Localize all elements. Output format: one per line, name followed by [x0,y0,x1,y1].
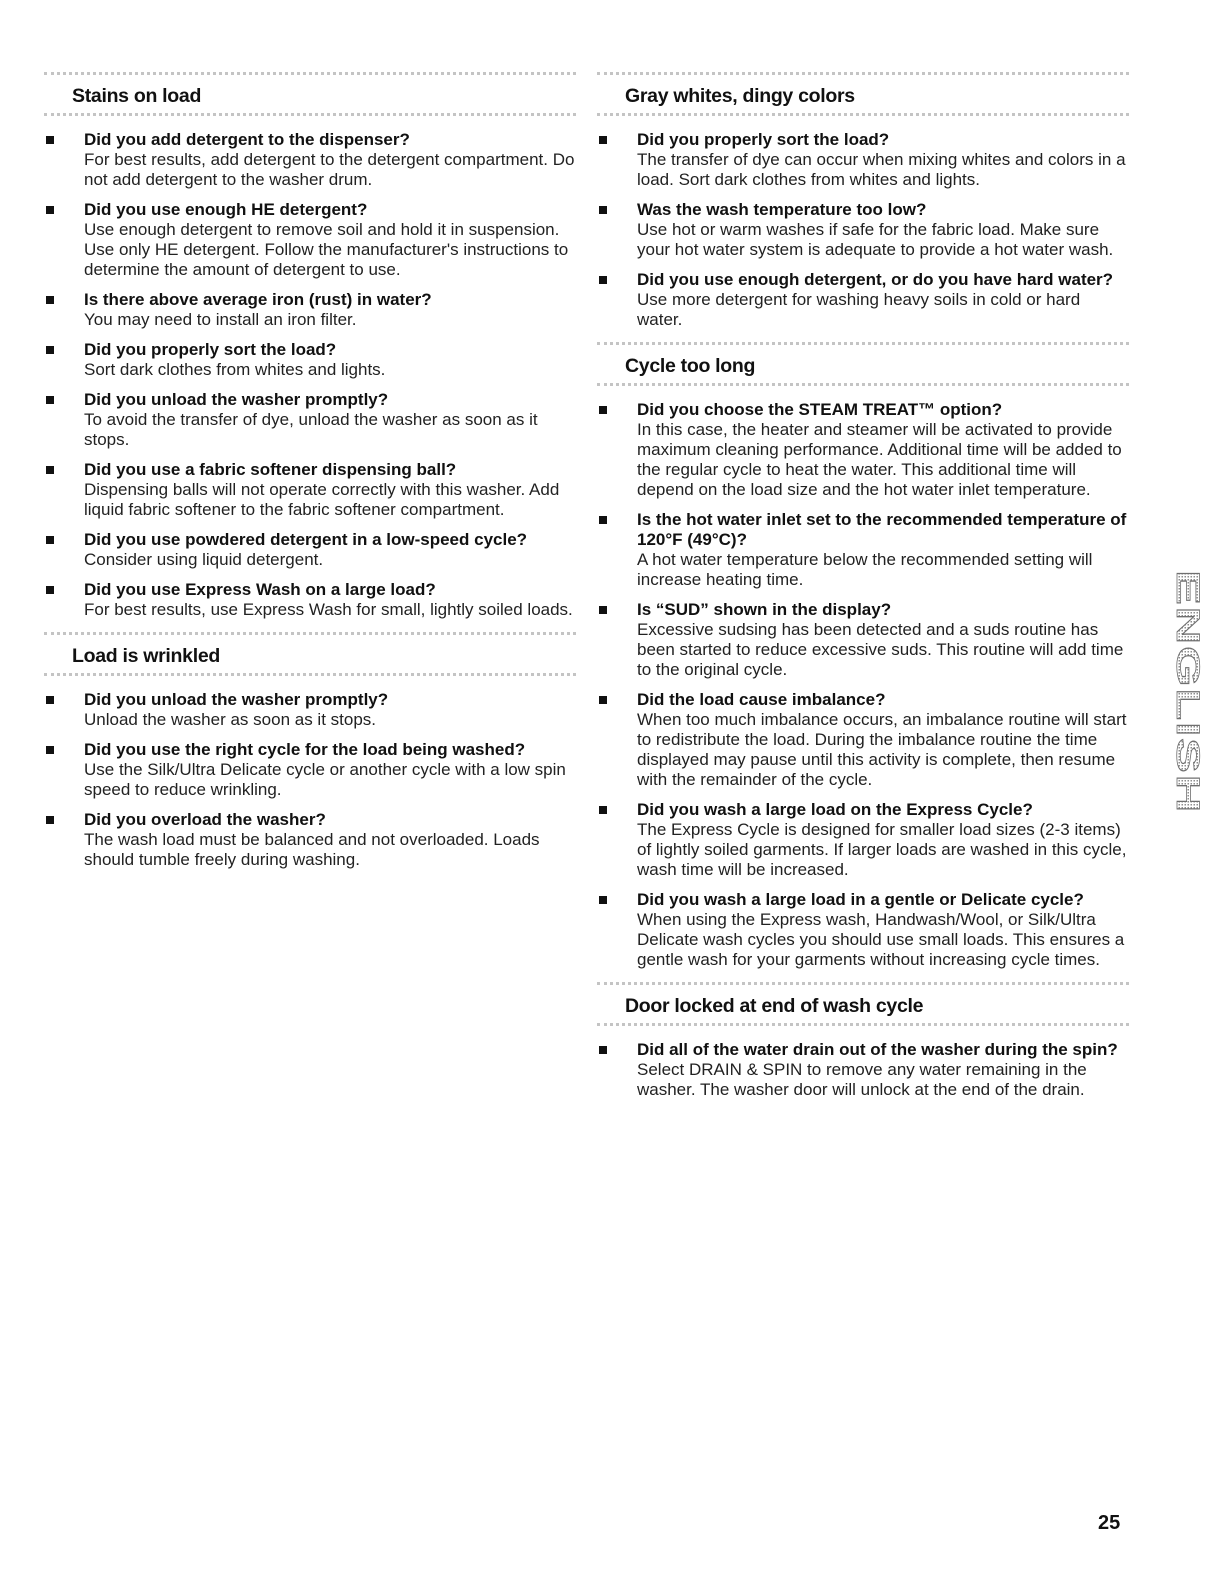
question-text: Did you use enough detergent, or do you have hard water? [637,270,1114,289]
answer-text: A hot water temperature below the recommended setting will increase heating time. [637,550,1093,589]
answer-text: Select DRAIN & SPIN to remove any water remaining in the washer. The washer door will unlock at the end of the drain. [637,1060,1087,1099]
question-text: Did you add detergent to the dispenser? [84,130,410,149]
question-text: Did you choose the STEAM TREAT™ option? [637,400,1003,419]
square-bullet-icon [46,466,54,474]
square-bullet-icon [46,206,54,214]
section-header [597,342,1129,386]
question-item [44,340,576,380]
answer-text: For best results, use Express Wash for small, lightly soiled loads. [84,600,573,619]
question-text: Did you unload the washer promptly? [84,390,389,409]
section-title: Load is wrinkled [72,645,220,667]
question-item [597,270,1129,330]
question-text: Did you use the right cycle for the load being washed? [84,740,526,759]
square-bullet-icon [46,746,54,754]
question-text: Did the load cause imbalance? [637,690,886,709]
square-bullet-icon [599,696,607,704]
troubleshooting-section [597,72,1129,330]
right-column [597,72,1129,1112]
question-item [597,130,1129,190]
answer-text: To avoid the transfer of dye, unload the washer as soon as it stops. [84,410,538,449]
answer-text: The Express Cycle is designed for smaller load sizes (2-3 items) of lightly soiled garments. If larger loads are washed in this cycle, wash time will be increased. [637,820,1127,879]
page-number: 25 [1098,1512,1121,1534]
question-item [44,200,576,280]
question-item [597,400,1129,500]
answer-text: You may need to install an iron filter. [84,310,357,329]
answer-text: Dispensing balls will not operate correctly with this washer. Add liquid fabric softener to the fabric softener compartment. [84,480,560,519]
question-text: Is there above average iron (rust) in water? [84,290,432,309]
answer-text: The wash load must be balanced and not overloaded. Loads should tumble freely during washing. [84,830,540,869]
square-bullet-icon [46,536,54,544]
section-title: Gray whites, dingy colors [625,85,855,107]
section-header [597,72,1129,116]
square-bullet-icon [599,896,607,904]
section-title: Stains on load [72,85,202,107]
troubleshooting-section [597,342,1129,970]
question-text: Did you use powdered detergent in a low-speed cycle? [84,530,528,549]
question-item [44,580,576,620]
square-bullet-icon [46,136,54,144]
square-bullet-icon [46,696,54,704]
question-text: Did you wash a large load on the Express Cycle? [637,800,1033,819]
language-side-tab-label: ENGLISH [1170,570,1206,720]
answer-text: Use the Silk/Ultra Delicate cycle or another cycle with a low spin speed to reduce wrinkling. [84,760,566,799]
square-bullet-icon [599,516,607,524]
question-item [44,130,576,190]
question-text: Was the wash temperature too low? [637,200,927,219]
question-item [597,890,1129,970]
square-bullet-icon [599,136,607,144]
troubleshooting-section [44,632,576,870]
question-item [44,290,576,330]
question-text: Did all of the water drain out of the washer during the spin? [637,1040,1118,1059]
answer-text: For best results, add detergent to the detergent compartment. Do not add detergent to the washer drum. [84,150,575,189]
language-side-tab [1154,568,1206,816]
question-item [597,510,1129,590]
question-item [44,390,576,450]
section-header [44,632,576,676]
square-bullet-icon [599,1046,607,1054]
square-bullet-icon [46,346,54,354]
question-item [597,690,1129,790]
troubleshooting-section [44,72,576,620]
square-bullet-icon [599,806,607,814]
section-title: Cycle too long [625,355,756,377]
square-bullet-icon [46,296,54,304]
answer-text: Use hot or warm washes if safe for the fabric load. Make sure your hot water system is adequate to provide a hot water wash. [637,220,1114,259]
question-item [44,810,576,870]
question-text: Did you properly sort the load? [637,130,890,149]
question-text: Did you use a fabric softener dispensing ball? [84,460,457,479]
square-bullet-icon [599,406,607,414]
square-bullet-icon [599,606,607,614]
question-text: Is the hot water inlet set to the recommended temperature of 120°F (49°C)? [637,510,1127,549]
question-item [597,200,1129,260]
question-text: Did you use Express Wash on a large load? [84,580,436,599]
left-column [44,72,576,882]
section-title: Door locked at end of wash cycle [625,995,924,1017]
question-item [44,690,576,730]
troubleshooting-section [597,982,1129,1100]
answer-text: Use enough detergent to remove soil and hold it in suspension. Use only HE detergent. Follow the manufacturer's instructions to determine the amount of detergent to use. [84,220,569,279]
answer-text: Excessive sudsing has been detected and a suds routine has been started to reduce excessive suds. This routine will add time to the original cycle. [637,620,1124,679]
answer-text: When too much imbalance occurs, an imbalance routine will start to redistribute the load. During the imbalance routine the time displayed may pause until this activity is complete, then resume with the remainder of the cycle. [637,710,1127,789]
question-item [44,530,576,570]
square-bullet-icon [46,816,54,824]
question-item [44,740,576,800]
question-text: Is “SUD” shown in the display? [637,600,892,619]
question-text: Did you properly sort the load? [84,340,337,359]
answer-text: In this case, the heater and steamer will be activated to provide maximum cleaning performance. Additional time will be added to the regular cycle to heat the water. This additional time will depend on the load size and the hot water inlet temperature. [637,420,1122,499]
square-bullet-icon [599,276,607,284]
answer-text: Consider using liquid detergent. [84,550,324,569]
question-text: Did you use enough HE detergent? [84,200,368,219]
section-header [44,72,576,116]
question-item [597,1040,1129,1100]
question-text: Did you wash a large load in a gentle or Delicate cycle? [637,890,1084,909]
question-text: Did you overload the washer? [84,810,326,829]
answer-text: Use more detergent for washing heavy soils in cold or hard water. [637,290,1081,329]
question-item [44,460,576,520]
section-header [597,982,1129,1026]
question-text: Did you unload the washer promptly? [84,690,389,709]
answer-text: Sort dark clothes from whites and lights. [84,360,386,379]
answer-text: Unload the washer as soon as it stops. [84,710,376,729]
question-item [597,800,1129,880]
answer-text: When using the Express wash, Handwash/Wool, or Silk/Ultra Delicate wash cycles you should use small loads. This ensures a gentle wash for your garments without increasing cycle times. [637,910,1125,969]
square-bullet-icon [46,396,54,404]
square-bullet-icon [599,206,607,214]
square-bullet-icon [46,586,54,594]
answer-text: The transfer of dye can occur when mixing whites and colors in a load. Sort dark clothes from whites and lights. [637,150,1126,189]
question-item [597,600,1129,680]
